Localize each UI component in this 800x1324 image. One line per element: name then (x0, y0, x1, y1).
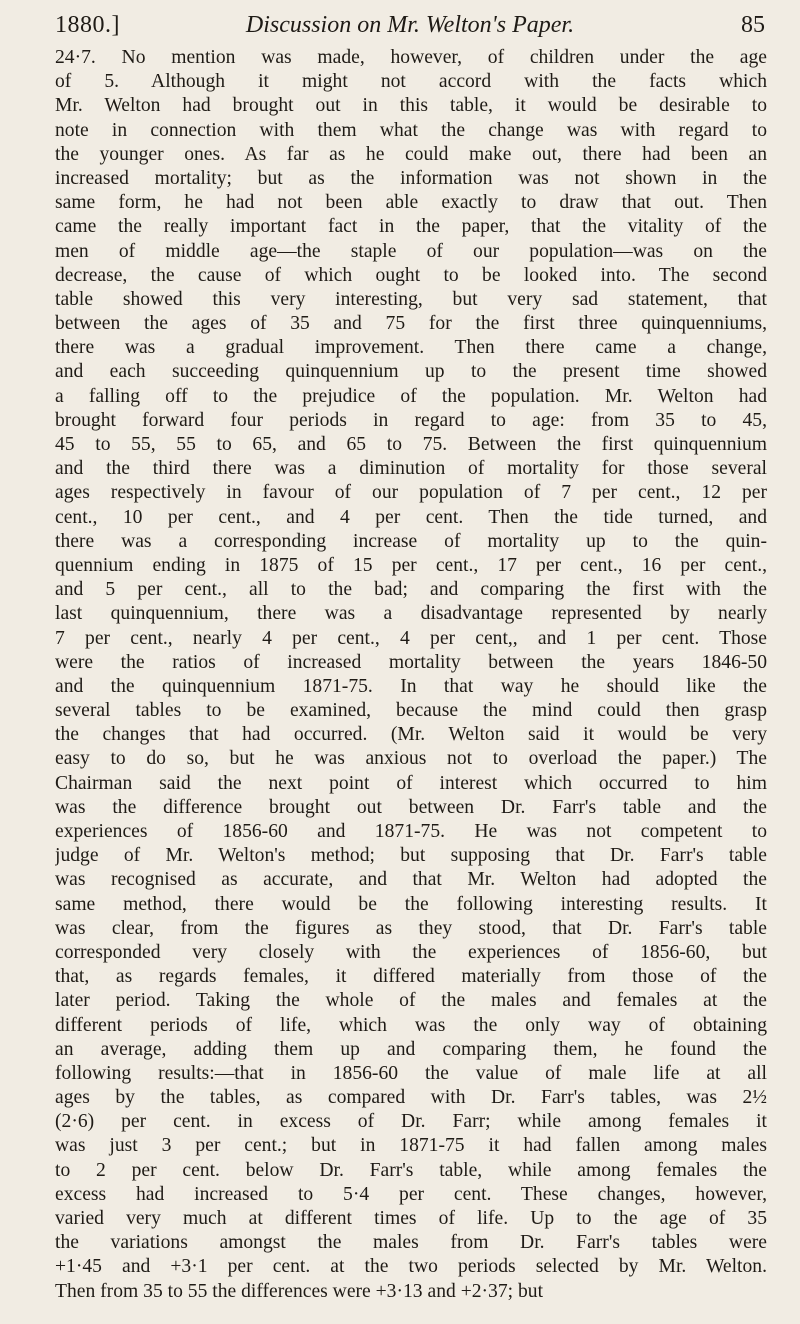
text-line: table showed this very interesting, but very sad statement, that (55, 288, 767, 310)
text-line: same method, there would be the following interesting results. It (55, 893, 767, 915)
running-head-title: Discussion on Mr. Welton's Paper. (245, 12, 575, 38)
text-line: that, as regards females, it differed materially from those of the (55, 966, 767, 988)
text-line: easy to do so, but he was anxious not to overload the paper.) The (55, 748, 767, 770)
text-line: (2·6) per cent. in excess of Dr. Farr; while among females it (55, 1111, 767, 1133)
text-line: later period. Taking the whole of the males and females at the (55, 990, 767, 1012)
text-line: Chairman said the next point of interest which occurred to him (55, 772, 767, 794)
text-line: experiences of 1856-60 and 1871-75. He was not competent to (55, 821, 767, 842)
text-line: and the third there was a diminution of mortality for those several (55, 458, 767, 480)
body-paragraph (55, 46, 767, 1304)
text-line: following results:—that in 1856-60 the value of male life at all (55, 1062, 767, 1084)
text-line: the variations amongst the males from Dr. Farr's tables were (55, 1232, 767, 1254)
text-line: increased mortality; but as the information was not shown in the (55, 167, 767, 189)
text-line: Mr. Welton had brought out in this table, it would be desirable to (55, 95, 767, 117)
text-line: men of middle age—the staple of our population—was on the (55, 240, 767, 262)
text-line: ages by the tables, as compared with Dr. Farr's tables, was 2½ (55, 1087, 767, 1109)
text-line: and 5 per cent., all to the bad; and comparing the first with the (55, 579, 767, 601)
text-line: there was a gradual improvement. Then there came a change, (55, 337, 767, 359)
text-line: between the ages of 35 and 75 for the first three quinquenniums, (55, 313, 767, 335)
text-line: of 5. Although it might not accord with the facts which (55, 71, 767, 93)
running-head-year: 1880.] (55, 12, 120, 38)
page-number: 85 (741, 12, 765, 38)
text-line: the changes that had occurred. (Mr. Welton said it would be very (55, 724, 767, 746)
text-line: judge of Mr. Welton's method; but supposing that Dr. Farr's table (55, 845, 767, 867)
text-line: and each succeeding quinquennium up to the present time showed (55, 361, 767, 383)
text-line: were the ratios of increased mortality between the years 1846-50 (55, 651, 767, 673)
text-line: same form, he had not been able exactly to draw that out. Then (55, 192, 767, 214)
text-line: to 2 per cent. below Dr. Farr's table, while among females the (55, 1159, 767, 1181)
text-line: corresponded very closely with the experiences of 1856-60, but (55, 941, 767, 963)
text-line: 24·7. No mention was made, however, of children under the age (55, 47, 767, 68)
text-line: the younger ones. As far as he could make out, there had been an (55, 143, 767, 165)
text-line: different periods of life, which was the only way of obtaining (55, 1014, 767, 1036)
text-line: brought forward four periods in regard to age: from 35 to 45, (55, 409, 767, 431)
text-line: was just 3 per cent.; but in 1871-75 it had fallen among males (55, 1135, 767, 1157)
text-line: was clear, from the figures as they stood, that Dr. Farr's table (55, 917, 767, 939)
text-line: last quinquennium, there was a disadvantage represented by nearly (55, 603, 767, 625)
text-line: there was a corresponding increase of mortality up to the quin- (55, 530, 767, 552)
text-line: 7 per cent., nearly 4 per cent., 4 per cent,, and 1 per cent. Those (55, 627, 767, 649)
text-line: an average, adding them up and comparing them, he found the (55, 1038, 767, 1060)
text-line: +1·45 and +3·1 per cent. at the two periods selected by Mr. Welton. (55, 1256, 767, 1278)
text-line: several tables to be examined, because the mind could then grasp (55, 700, 767, 722)
text-line: was the difference brought out between Dr. Farr's table and the (55, 796, 767, 818)
text-line: excess had increased to 5·4 per cent. These changes, however, (55, 1183, 767, 1205)
text-line: Then from 35 to 55 the differences were +3·13 and +2·37; but (55, 1280, 544, 1302)
text-line: cent., 10 per cent., and 4 per cent. Then the tide turned, and (55, 506, 767, 528)
text-line: note in connection with them what the change was with regard to (55, 119, 767, 141)
text-line: a falling off to the prejudice of the population. Mr. Welton had (55, 385, 767, 407)
running-head (55, 8, 765, 44)
text-line: decrease, the cause of which ought to be looked into. The second (55, 264, 767, 286)
text-line: and the quinquennium 1871-75. In that way he should like the (55, 675, 767, 697)
text-line: came the really important fact in the paper, that the vitality of the (55, 216, 767, 238)
text-line: varied very much at different times of life. Up to the age of 35 (55, 1208, 767, 1229)
text-line: 45 to 55, 55 to 65, and 65 to 75. Between the first quinquennium (55, 434, 767, 455)
text-line: quennium ending in 1875 of 15 per cent., 17 per cent., 16 per cent., (55, 554, 767, 576)
text-line: was recognised as accurate, and that Mr. Welton had adopted the (55, 869, 767, 891)
text-line: ages respectively in favour of our population of 7 per cent., 12 per (55, 482, 767, 504)
